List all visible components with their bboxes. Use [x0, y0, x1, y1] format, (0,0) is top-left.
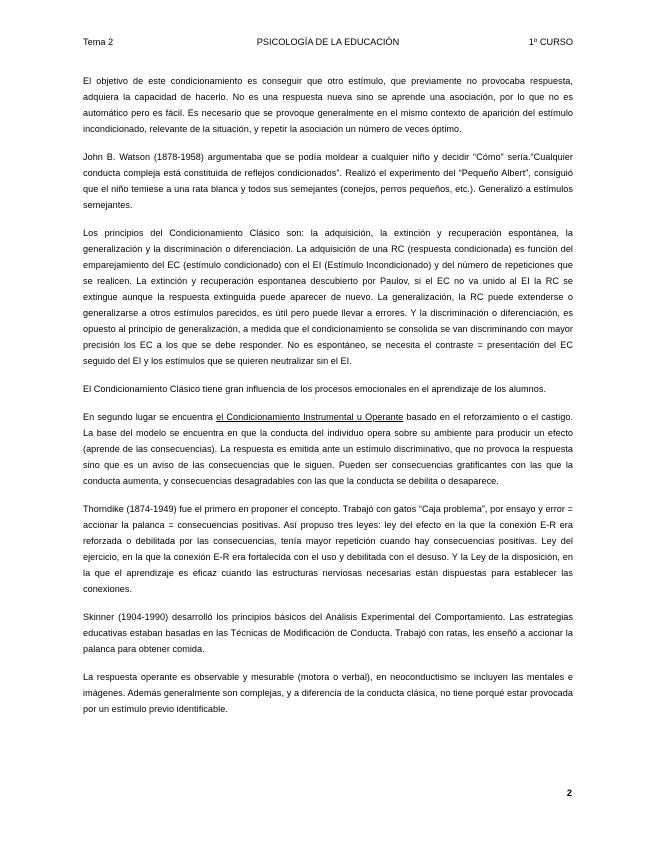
paragraph-objective: El objetivo de este condicionamiento es conseguir que otro estímulo, que previamente no provocaba respuesta, adquiera la capacidad de hacerlo. No es una respuesta nueva sino se aprende una asociación, por lo que no es automático pero es fácil. Es necesario que se provoque generalmente en el mismo contexto de aparición del estímulo incondicionado, relevante de la situación, y repetir la asociación un número de veces óptimo. — [83, 76, 573, 134]
operant-underlined-term: el Condicionamiento Instrumental u Operante — [216, 412, 404, 422]
header-subject-title: PSICOLOGÍA DE LA EDUCACIÓN — [256, 37, 400, 47]
paragraph-operant-conditioning — [83, 409, 573, 489]
operant-body-text: basado en el reforzamiento o el castigo. La base del modelo se encuentra en que la conducta del individuo opera sobre su ambiente para producir un efecto (aprende de las consecuencias). La respuesta es emitida ante un estímulo discriminativo, que no provoca la respuesta sino que es un aviso de las consecuencias que le siguen. Pueden ser consecuencias gratificantes con las que la conducta aumenta, y consecuencias desagradables con las que la conducta se debilita o desaparece. — [83, 412, 574, 486]
header-course: 1º CURSO — [528, 37, 573, 47]
paragraph-thorndike: Thorndike (1874-1949) fue el primero en proponer el concepto. Trabajó con gatos “Caja problema”, por ensayo y error = accionar la palanca = consecuencias positivas. Así propuso tres leyes: ley del efecto en la que la conexión E-R era reforzada o debilitada por las consecuencias, tenía mayor repetición cuando hay consecuencias positivas. Ley del ejercicio, en la que la conexión E-R era fortalecida con el uso y debilitada con el desuso. Y la Ley de la disposición, en la que el aprendizaje es eficaz cuando las estructuras nerviosas necesarias están dispuestas para establecer las conexiones. — [83, 504, 573, 594]
page-header — [83, 37, 573, 51]
document-body — [83, 73, 573, 729]
page-number: 2 — [566, 788, 572, 798]
paragraph-watson: John B. Watson (1878-1958) argumentaba que se podía moldear a cualquier niño y decidir “Cómo” sería.“Cualquier conducta compleja está constituida de reflejos condicionados”. Realizó el experimento del “Pequeño Albert”, consiguió que el niño temiese a una rata blanca y todos sus semejantes (conejos, perros pequeños, etc.). Generalizó a estímulos semejantes. — [83, 152, 573, 210]
paragraph-operant-response: La respuesta operante es observable y mesurable (motora o verbal), en neoconductismo se incluyen las mentales e imágenes. Además generalmente son complejas, y a diferencia de la conducta clásica, no tiene porqué estar provocada por un estímulo previo identificable. — [83, 672, 573, 714]
operant-intro-text: En segundo lugar se encuentra — [83, 412, 217, 422]
paragraph-skinner: Skinner (1904-1990) desarrolló los principios básicos del Análisis Experimental del Comportamiento. Las estrategias educativas estaban basadas en las Técnicas de Modificación de Conducta. Trabajó con ratas, les enseñó a accionar la palanca para obtener comida. — [83, 612, 573, 654]
paragraph-emotional-influence: El Condicionamiento Clásico tiene gran influencia de los procesos emocionales en el aprendizaje de los alumnos. — [83, 384, 547, 394]
header-topic: Tema 2 — [83, 37, 114, 47]
paragraph-classical-principles: Los principios del Condicionamiento Clásico son: la adquisición, la extinción y recuperación espontánea, la generalización y la discriminación o diferenciación. La adquisición de una RC (respuesta condicionada) es función del emparejamiento del EC (estímulo condicionado) con el EI (Estímulo Incondicionado) y del número de repeticiones que se realicen. La extinción y recuperación espontanea descubierto por Paulov, si el EC no va unido al EI la RC se extingue aunque la respuesta extinguida puede aparecer de nuevo. La generalización, la RC puede extenderse o generalizarse a otros estímulos parecidos, es útil pero puede llevar a errores. Y la discriminación o diferenciación, es opuesto al principio de generalización, a medida que el condicionamiento se consolida se van discriminando con mayor precisión los EC a los que se debe responder. No es espontáneo, se necesita el contraste = presentación del EC seguido del EI y los estímulos que se quieren neutralizar sin el EI. — [83, 228, 573, 366]
